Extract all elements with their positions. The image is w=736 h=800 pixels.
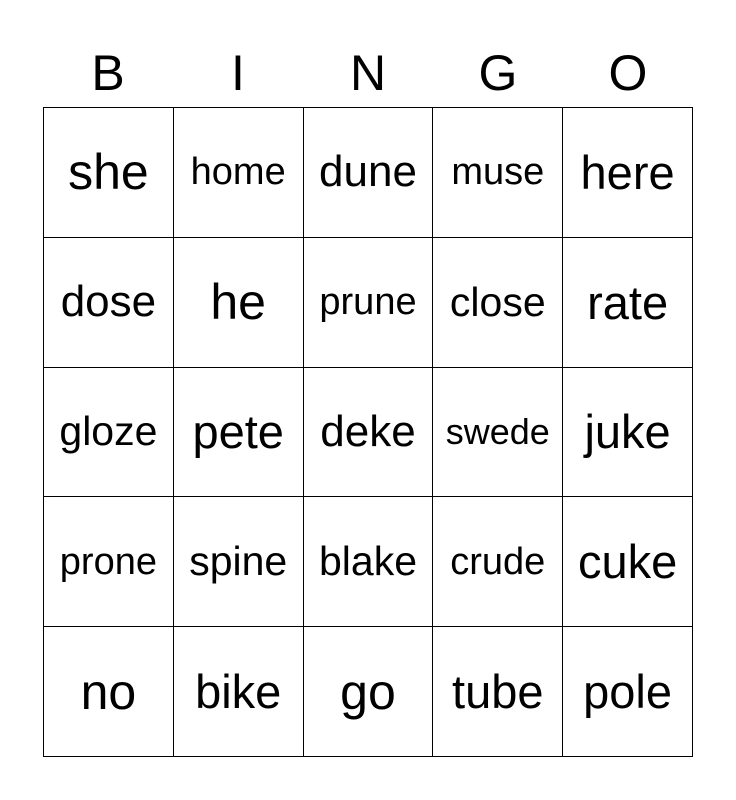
bingo-cell: dose	[44, 238, 174, 368]
bingo-cell: tube	[433, 627, 563, 757]
bingo-cell: he	[174, 238, 304, 368]
header-letter-g: G	[478, 45, 518, 101]
bingo-cell: go	[304, 627, 434, 757]
bingo-header	[43, 40, 693, 106]
bingo-cell: swede	[433, 368, 563, 498]
header-letter-i: I	[231, 45, 245, 101]
bingo-cell: no	[44, 627, 174, 757]
bingo-board	[43, 107, 693, 757]
bingo-cell: cuke	[563, 497, 693, 627]
bingo-cell: spine	[174, 497, 304, 627]
bingo-cell: pole	[563, 627, 693, 757]
bingo-cell: here	[563, 108, 693, 238]
bingo-cell: crude	[433, 497, 563, 627]
bingo-cell: pete	[174, 368, 304, 498]
bingo-cell: deke	[304, 368, 434, 498]
header-letter-b: B	[91, 45, 125, 101]
bingo-cell: prune	[304, 238, 434, 368]
bingo-cell: rate	[563, 238, 693, 368]
bingo-cell: juke	[563, 368, 693, 498]
bingo-cell: dune	[304, 108, 434, 238]
bingo-cell: home	[174, 108, 304, 238]
bingo-cell: muse	[433, 108, 563, 238]
bingo-cell: close	[433, 238, 563, 368]
bingo-cell: blake	[304, 497, 434, 627]
header-letter-n: N	[349, 45, 387, 101]
header-letter-o: O	[608, 45, 648, 101]
bingo-cell: bike	[174, 627, 304, 757]
bingo-cell: she	[44, 108, 174, 238]
bingo-cell: prone	[44, 497, 174, 627]
bingo-cell: gloze	[44, 368, 174, 498]
